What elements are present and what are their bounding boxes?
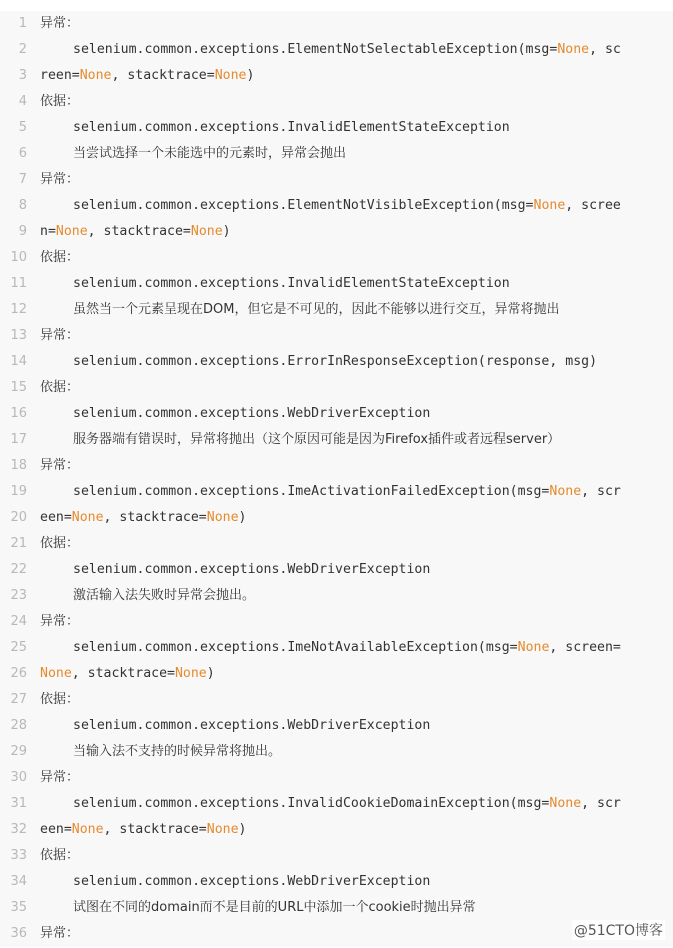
keyword-none: None xyxy=(549,796,582,811)
code-line xyxy=(0,609,673,635)
keyword-none: None xyxy=(71,822,104,837)
line-text xyxy=(40,505,246,531)
code-segment: , screen= xyxy=(549,640,621,655)
line-number: 34 xyxy=(10,874,27,889)
line-text: 当输入法不支持的时候异常将抛出。 xyxy=(73,744,282,759)
keyword-none: None xyxy=(55,224,88,239)
line-number: 26 xyxy=(10,666,27,681)
line-text: 异常： xyxy=(40,172,80,187)
line-text xyxy=(40,219,231,245)
line-number: 13 xyxy=(10,328,27,343)
keyword-none: None xyxy=(549,484,582,499)
code-line xyxy=(0,505,673,531)
line-text xyxy=(40,661,215,687)
code-line xyxy=(0,843,673,869)
code-segment: ) xyxy=(238,510,247,525)
line-number: 14 xyxy=(10,354,27,369)
keyword-none: None xyxy=(214,68,247,83)
line-text: selenium.common.exceptions.InvalidElementStateException xyxy=(73,120,510,135)
line-text: 依据： xyxy=(40,250,80,265)
code-line xyxy=(0,765,673,791)
line-number: 19 xyxy=(10,484,27,499)
line-text: 当尝试选择一个未能选中的元素时，异常会抛出 xyxy=(73,146,347,161)
code-line xyxy=(0,37,673,63)
line-text: 依据： xyxy=(40,380,80,395)
code-line xyxy=(0,531,673,557)
code-segment: ) xyxy=(206,666,215,681)
line-number: 5 xyxy=(18,120,27,135)
line-number: 23 xyxy=(10,588,27,603)
keyword-none: None xyxy=(557,42,590,57)
code-segment: n= xyxy=(40,224,56,239)
line-number: 8 xyxy=(18,198,27,213)
watermark: @51CTO博客 xyxy=(572,920,665,940)
keyword-none: None xyxy=(71,510,104,525)
line-number: 32 xyxy=(10,822,27,837)
keyword-none: None xyxy=(174,666,207,681)
code-line xyxy=(0,453,673,479)
line-number: 12 xyxy=(10,302,27,317)
line-text: 试图在不同的domain而不是目前的URL中添加一个cookie时抛出异常 xyxy=(73,900,476,915)
code-segment: , scr xyxy=(581,796,621,811)
line-number: 3 xyxy=(18,68,27,83)
line-number: 11 xyxy=(10,276,27,291)
code-line xyxy=(0,817,673,843)
code-line xyxy=(0,895,673,921)
keyword-none: None xyxy=(517,640,550,655)
line-number: 7 xyxy=(18,172,27,187)
line-text: 依据： xyxy=(40,536,80,551)
line-text: selenium.common.exceptions.WebDriverException xyxy=(73,562,431,577)
line-number: 18 xyxy=(10,458,27,473)
code-line xyxy=(0,557,673,583)
keyword-none: None xyxy=(206,510,239,525)
code-line xyxy=(0,323,673,349)
line-number: 35 xyxy=(10,900,27,915)
line-text: 异常： xyxy=(40,926,80,941)
code-line xyxy=(0,401,673,427)
code-segment: , stacktrace= xyxy=(87,224,191,239)
line-text xyxy=(40,479,621,505)
keyword-none: None xyxy=(79,68,112,83)
code-segment: , scr xyxy=(581,484,621,499)
line-text: 异常： xyxy=(40,770,80,785)
code-line xyxy=(0,271,673,297)
line-number: 22 xyxy=(10,562,27,577)
line-number: 25 xyxy=(10,640,27,655)
code-line xyxy=(0,791,673,817)
line-number: 16 xyxy=(10,406,27,421)
code-segment: selenium.common.exceptions.ElementNotVisibleException(msg= xyxy=(73,198,534,213)
line-number: 31 xyxy=(10,796,27,811)
code-line xyxy=(0,687,673,713)
line-text xyxy=(40,37,621,63)
code-line xyxy=(0,479,673,505)
code-line xyxy=(0,635,673,661)
line-text: 依据： xyxy=(40,94,80,109)
line-number: 27 xyxy=(10,692,27,707)
code-segment: selenium.common.exceptions.InvalidCookieDomainException(msg= xyxy=(73,796,550,811)
line-number: 36 xyxy=(10,926,27,941)
keyword-none: None xyxy=(533,198,566,213)
code-line xyxy=(0,11,673,37)
line-text: 激活输入法失败时异常会抛出。 xyxy=(73,588,256,603)
code-line xyxy=(0,245,673,271)
line-text: selenium.common.exceptions.WebDriverException xyxy=(73,874,431,889)
line-number: 2 xyxy=(18,42,27,57)
line-number: 30 xyxy=(10,770,27,785)
line-text xyxy=(40,63,254,89)
code-segment: selenium.common.exceptions.ImeActivationFailedException(msg= xyxy=(73,484,550,499)
code-line xyxy=(0,713,673,739)
line-text xyxy=(40,193,621,219)
code-line xyxy=(0,63,673,89)
code-line xyxy=(0,739,673,765)
line-number: 21 xyxy=(10,536,27,551)
line-text: selenium.common.exceptions.WebDriverException xyxy=(73,718,431,733)
line-text xyxy=(40,817,246,843)
line-text: 依据： xyxy=(40,848,80,863)
code-line xyxy=(0,297,673,323)
code-segment: , stacktrace= xyxy=(103,510,207,525)
keyword-none: None xyxy=(40,666,72,681)
code-segment: een= xyxy=(40,510,72,525)
line-number: 20 xyxy=(10,510,27,525)
line-number: 17 xyxy=(10,432,27,447)
code-line xyxy=(0,869,673,895)
code-segment: , stacktrace= xyxy=(111,68,215,83)
line-number: 28 xyxy=(10,718,27,733)
code-segment: ) xyxy=(246,68,255,83)
line-text: 异常： xyxy=(40,16,80,31)
code-segment: selenium.common.exceptions.ElementNotSelectableException(msg= xyxy=(73,42,558,57)
line-number: 29 xyxy=(10,744,27,759)
line-number: 15 xyxy=(10,380,27,395)
code-segment: , stacktrace= xyxy=(71,666,175,681)
line-number: 6 xyxy=(18,146,27,161)
line-number: 24 xyxy=(10,614,27,629)
code-line xyxy=(0,167,673,193)
line-text: selenium.common.exceptions.InvalidElementStateException xyxy=(73,276,510,291)
line-text: 异常： xyxy=(40,614,80,629)
keyword-none: None xyxy=(190,224,223,239)
code-block xyxy=(0,11,673,947)
line-text xyxy=(40,791,621,817)
code-line xyxy=(0,193,673,219)
code-line xyxy=(0,427,673,453)
code-line xyxy=(0,115,673,141)
line-text: 服务器端有错误时，异常将抛出（这个原因可能是因为Firefox插件或者远程server） xyxy=(73,432,561,447)
code-segment: ) xyxy=(238,822,247,837)
code-line xyxy=(0,375,673,401)
line-text xyxy=(40,635,621,661)
line-number: 4 xyxy=(18,94,27,109)
code-segment: , scree xyxy=(565,198,621,213)
line-text: selenium.common.exceptions.ErrorInResponseException(response, msg) xyxy=(73,354,598,369)
line-text: 异常： xyxy=(40,458,80,473)
line-text: selenium.common.exceptions.WebDriverException xyxy=(73,406,431,421)
line-number: 1 xyxy=(18,16,27,31)
code-segment: een= xyxy=(40,822,72,837)
line-number: 10 xyxy=(10,250,27,265)
code-line xyxy=(0,583,673,609)
line-number: 33 xyxy=(10,848,27,863)
line-number: 9 xyxy=(18,224,27,239)
line-text: 虽然当一个元素呈现在DOM，但它是不可见的，因此不能够以进行交互，异常将抛出 xyxy=(73,302,560,317)
code-segment: , sc xyxy=(589,42,621,57)
code-segment: selenium.common.exceptions.ImeNotAvailableException(msg= xyxy=(73,640,518,655)
code-line xyxy=(0,89,673,115)
code-segment: reen= xyxy=(40,68,80,83)
line-text: 异常： xyxy=(40,328,80,343)
code-segment: , stacktrace= xyxy=(103,822,207,837)
code-line xyxy=(0,349,673,375)
line-text: 依据： xyxy=(40,692,80,707)
code-line xyxy=(0,661,673,687)
code-line xyxy=(0,141,673,167)
code-segment: ) xyxy=(222,224,231,239)
code-line xyxy=(0,219,673,245)
keyword-none: None xyxy=(206,822,239,837)
